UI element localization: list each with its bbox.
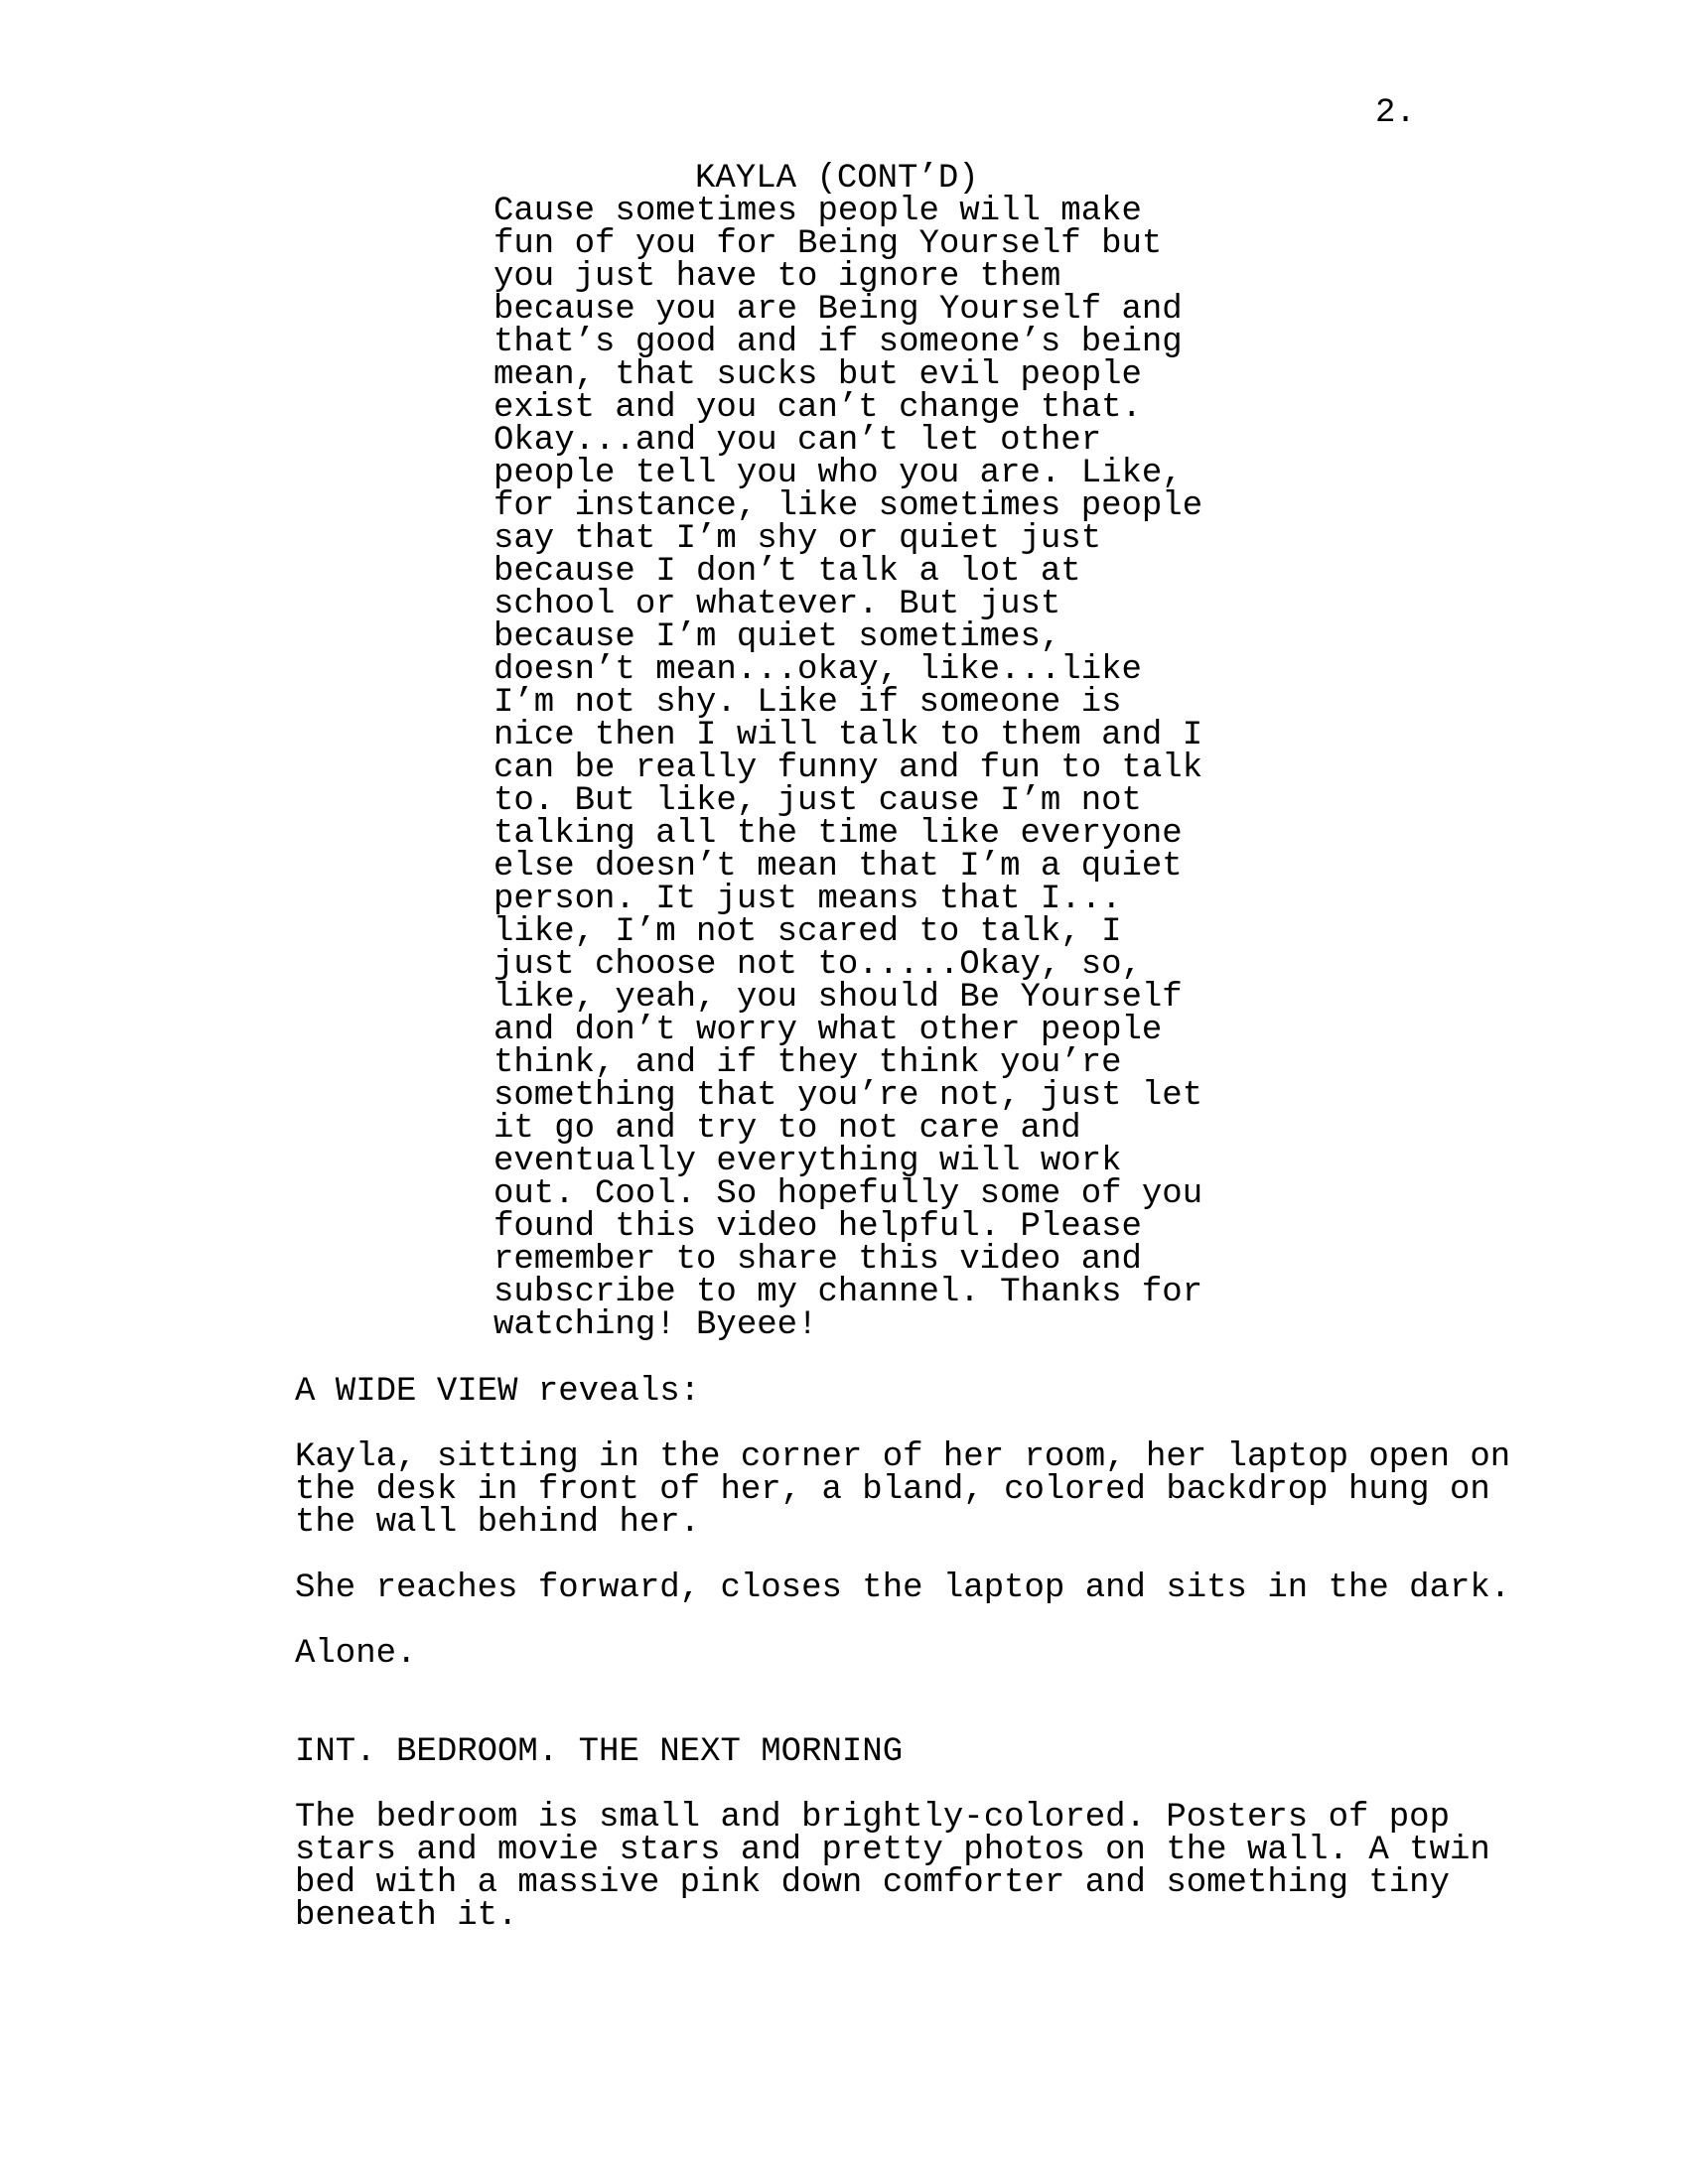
dialogue-line: nice then I will talk to them and I bbox=[493, 717, 1203, 754]
dialogue-line: Okay...and you can’t let other bbox=[493, 422, 1102, 460]
action-line: bed with a massive pink down comforter and something tiny bbox=[295, 1864, 1450, 1902]
action-line: Alone. bbox=[295, 1635, 417, 1673]
dialogue-line: because I don’t talk a lot at bbox=[493, 553, 1081, 591]
dialogue-line: just choose not to.....Okay, so, bbox=[493, 946, 1142, 984]
dialogue-line: because you are Being Yourself and bbox=[493, 291, 1183, 329]
dialogue-line: people tell you who you are. Like, bbox=[493, 455, 1183, 492]
dialogue-line: else doesn’t mean that I’m a quiet bbox=[493, 848, 1183, 886]
dialogue-line: subscribe to my channel. Thanks for bbox=[493, 1274, 1203, 1311]
action-line: She reaches forward, closes the laptop and sits in the dark. bbox=[295, 1570, 1511, 1607]
scene-heading: INT. BEDROOM. THE NEXT MORNING bbox=[295, 1733, 904, 1771]
dialogue-line: like, yeah, you should Be Yourself bbox=[493, 979, 1183, 1017]
dialogue-line: person. It just means that I... bbox=[493, 881, 1122, 918]
action-line: the wall behind her. bbox=[295, 1504, 701, 1542]
action-line: A WIDE VIEW reveals: bbox=[295, 1373, 701, 1411]
dialogue-line: for instance, like sometimes people bbox=[493, 487, 1203, 525]
dialogue-line: something that you’re not, just let bbox=[493, 1077, 1203, 1115]
dialogue-line: think, and if they think you’re bbox=[493, 1044, 1122, 1082]
action-line: The bedroom is small and brightly-colored. Posters of pop bbox=[295, 1799, 1450, 1837]
dialogue-line: school or whatever. But just bbox=[493, 586, 1061, 623]
dialogue-line: eventually everything will work bbox=[493, 1143, 1122, 1180]
dialogue-line: because I’m quiet sometimes, bbox=[493, 618, 1061, 656]
dialogue-line: watching! Byeee! bbox=[493, 1306, 818, 1344]
dialogue-line: and don’t worry what other people bbox=[493, 1012, 1163, 1049]
dialogue-line: exist and you can’t change that. bbox=[493, 389, 1142, 427]
dialogue-line: that’s good and if someone’s being bbox=[493, 324, 1183, 361]
dialogue-line: to. But like, just cause I’m not bbox=[493, 782, 1142, 820]
dialogue-line: it go and try to not care and bbox=[493, 1110, 1081, 1148]
dialogue-line: found this video helpful. Please bbox=[493, 1208, 1142, 1246]
dialogue-line: out. Cool. So hopefully some of you bbox=[493, 1175, 1203, 1213]
dialogue-line: like, I’m not scared to talk, I bbox=[493, 913, 1122, 951]
action-line: Kayla, sitting in the corner of her room, her laptop open on bbox=[295, 1438, 1511, 1476]
action-line: the desk in front of her, a bland, colored backdrop hung on bbox=[295, 1471, 1490, 1509]
dialogue-line: doesn’t mean...okay, like...like bbox=[493, 651, 1142, 689]
action-line: stars and movie stars and pretty photos on the wall. A twin bbox=[295, 1832, 1490, 1869]
dialogue-line: I’m not shy. Like if someone is bbox=[493, 684, 1122, 722]
dialogue-line: mean, that sucks but evil people bbox=[493, 356, 1142, 394]
page-number: 2. bbox=[1375, 94, 1416, 132]
dialogue-line: Cause sometimes people will make bbox=[493, 193, 1142, 230]
dialogue-line: can be really funny and fun to talk bbox=[493, 750, 1203, 787]
dialogue-line: fun of you for Being Yourself but bbox=[493, 225, 1163, 263]
dialogue-line: say that I’m shy or quiet just bbox=[493, 520, 1102, 558]
character-name: KAYLA (CONT’D) bbox=[695, 160, 979, 198]
dialogue-line: you just have to ignore them bbox=[493, 258, 1061, 296]
dialogue-line: talking all the time like everyone bbox=[493, 815, 1183, 853]
action-line: beneath it. bbox=[295, 1897, 518, 1935]
dialogue-line: remember to share this video and bbox=[493, 1241, 1142, 1279]
